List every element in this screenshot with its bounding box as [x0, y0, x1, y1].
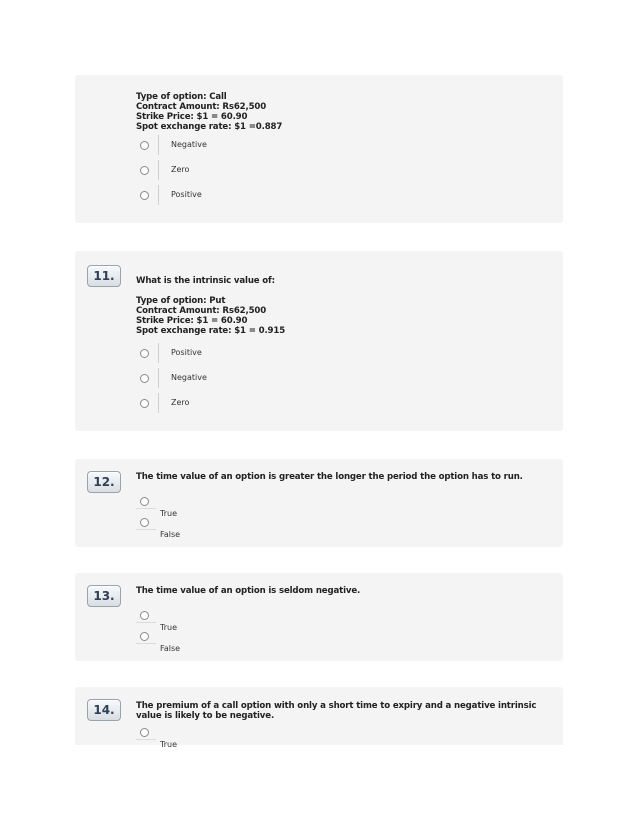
option-label: True: [160, 623, 177, 632]
radio-button[interactable]: [140, 349, 149, 358]
answer-option[interactable]: [136, 343, 336, 363]
divider: [158, 368, 159, 388]
question-number-badge: 11.: [87, 265, 121, 287]
question-text: [136, 586, 546, 596]
question-number-badge: 13.: [87, 585, 121, 607]
question-line: Contract Amount: Rs62,500: [136, 306, 267, 316]
question-line: Spot exchange rate: $1 =0.887: [136, 122, 283, 132]
question-line: The time value of an option is greater the longer the period the option has to run.: [136, 472, 523, 482]
question-number-badge: 14.: [87, 699, 121, 721]
divider: [158, 160, 159, 180]
divider: [158, 135, 159, 155]
divider: [136, 529, 156, 530]
question-line: What is the intrinsic value of:: [136, 276, 275, 286]
option-label: False: [160, 644, 181, 653]
answer-option[interactable]: [136, 368, 336, 388]
answer-option[interactable]: [136, 518, 336, 540]
radio-button[interactable]: [140, 141, 149, 150]
answer-option[interactable]: [136, 135, 336, 155]
question-line: Type of option: Call: [136, 92, 227, 102]
radio-button[interactable]: [140, 191, 149, 200]
answer-option[interactable]: [136, 611, 336, 633]
answer-option[interactable]: [136, 393, 336, 413]
radio-button[interactable]: [140, 374, 149, 383]
radio-button[interactable]: [140, 399, 149, 408]
question-line: Spot exchange rate: $1 = 0.915: [136, 326, 286, 336]
question-text: [136, 472, 546, 482]
option-label: Zero: [171, 165, 190, 174]
question-line: Type of option: Put: [136, 296, 226, 306]
divider: [158, 185, 159, 205]
question-card-14: [75, 687, 563, 749]
radio-button[interactable]: [140, 728, 149, 737]
radio-button[interactable]: [140, 611, 149, 620]
question-line: The time value of an option is seldom negative.: [136, 586, 361, 596]
radio-button[interactable]: [140, 166, 149, 175]
question-number-badge: 12.: [87, 471, 121, 493]
question-card-12: [75, 459, 563, 547]
radio-button[interactable]: [140, 632, 149, 641]
question-text: [136, 276, 546, 336]
question-line: value is likely to be negative.: [136, 711, 275, 721]
question-line: Contract Amount: Rs62,500: [136, 102, 267, 112]
divider: [158, 343, 159, 363]
answer-option[interactable]: [136, 160, 336, 180]
question-line: [136, 286, 546, 296]
question-card-11: [75, 251, 563, 431]
answer-option[interactable]: [136, 185, 336, 205]
divider: [136, 508, 156, 509]
option-label: Positive: [171, 348, 202, 357]
option-label: Zero: [171, 398, 190, 407]
option-label: False: [160, 530, 181, 539]
option-label: True: [160, 740, 177, 749]
option-label: Negative: [171, 373, 207, 382]
divider: [136, 739, 156, 740]
answer-option[interactable]: [136, 497, 336, 519]
radio-button[interactable]: [140, 497, 149, 506]
question-card-13: [75, 573, 563, 661]
question-line: The premium of a call option with only a short time to expiry and a negative intrinsic: [136, 701, 537, 711]
option-label: Positive: [171, 190, 202, 199]
divider: [136, 622, 156, 623]
question-line: Strike Price: $1 = 60.90: [136, 316, 248, 326]
answer-option[interactable]: [136, 632, 336, 654]
divider: [136, 643, 156, 644]
question-text: [136, 92, 546, 132]
question-line: Strike Price: $1 = 60.90: [136, 112, 248, 122]
answer-option[interactable]: [136, 728, 336, 750]
option-label: Negative: [171, 140, 207, 149]
radio-button[interactable]: [140, 518, 149, 527]
question-card-10: [75, 75, 563, 223]
question-text: [136, 701, 546, 721]
option-label: True: [160, 509, 177, 518]
divider: [158, 393, 159, 413]
